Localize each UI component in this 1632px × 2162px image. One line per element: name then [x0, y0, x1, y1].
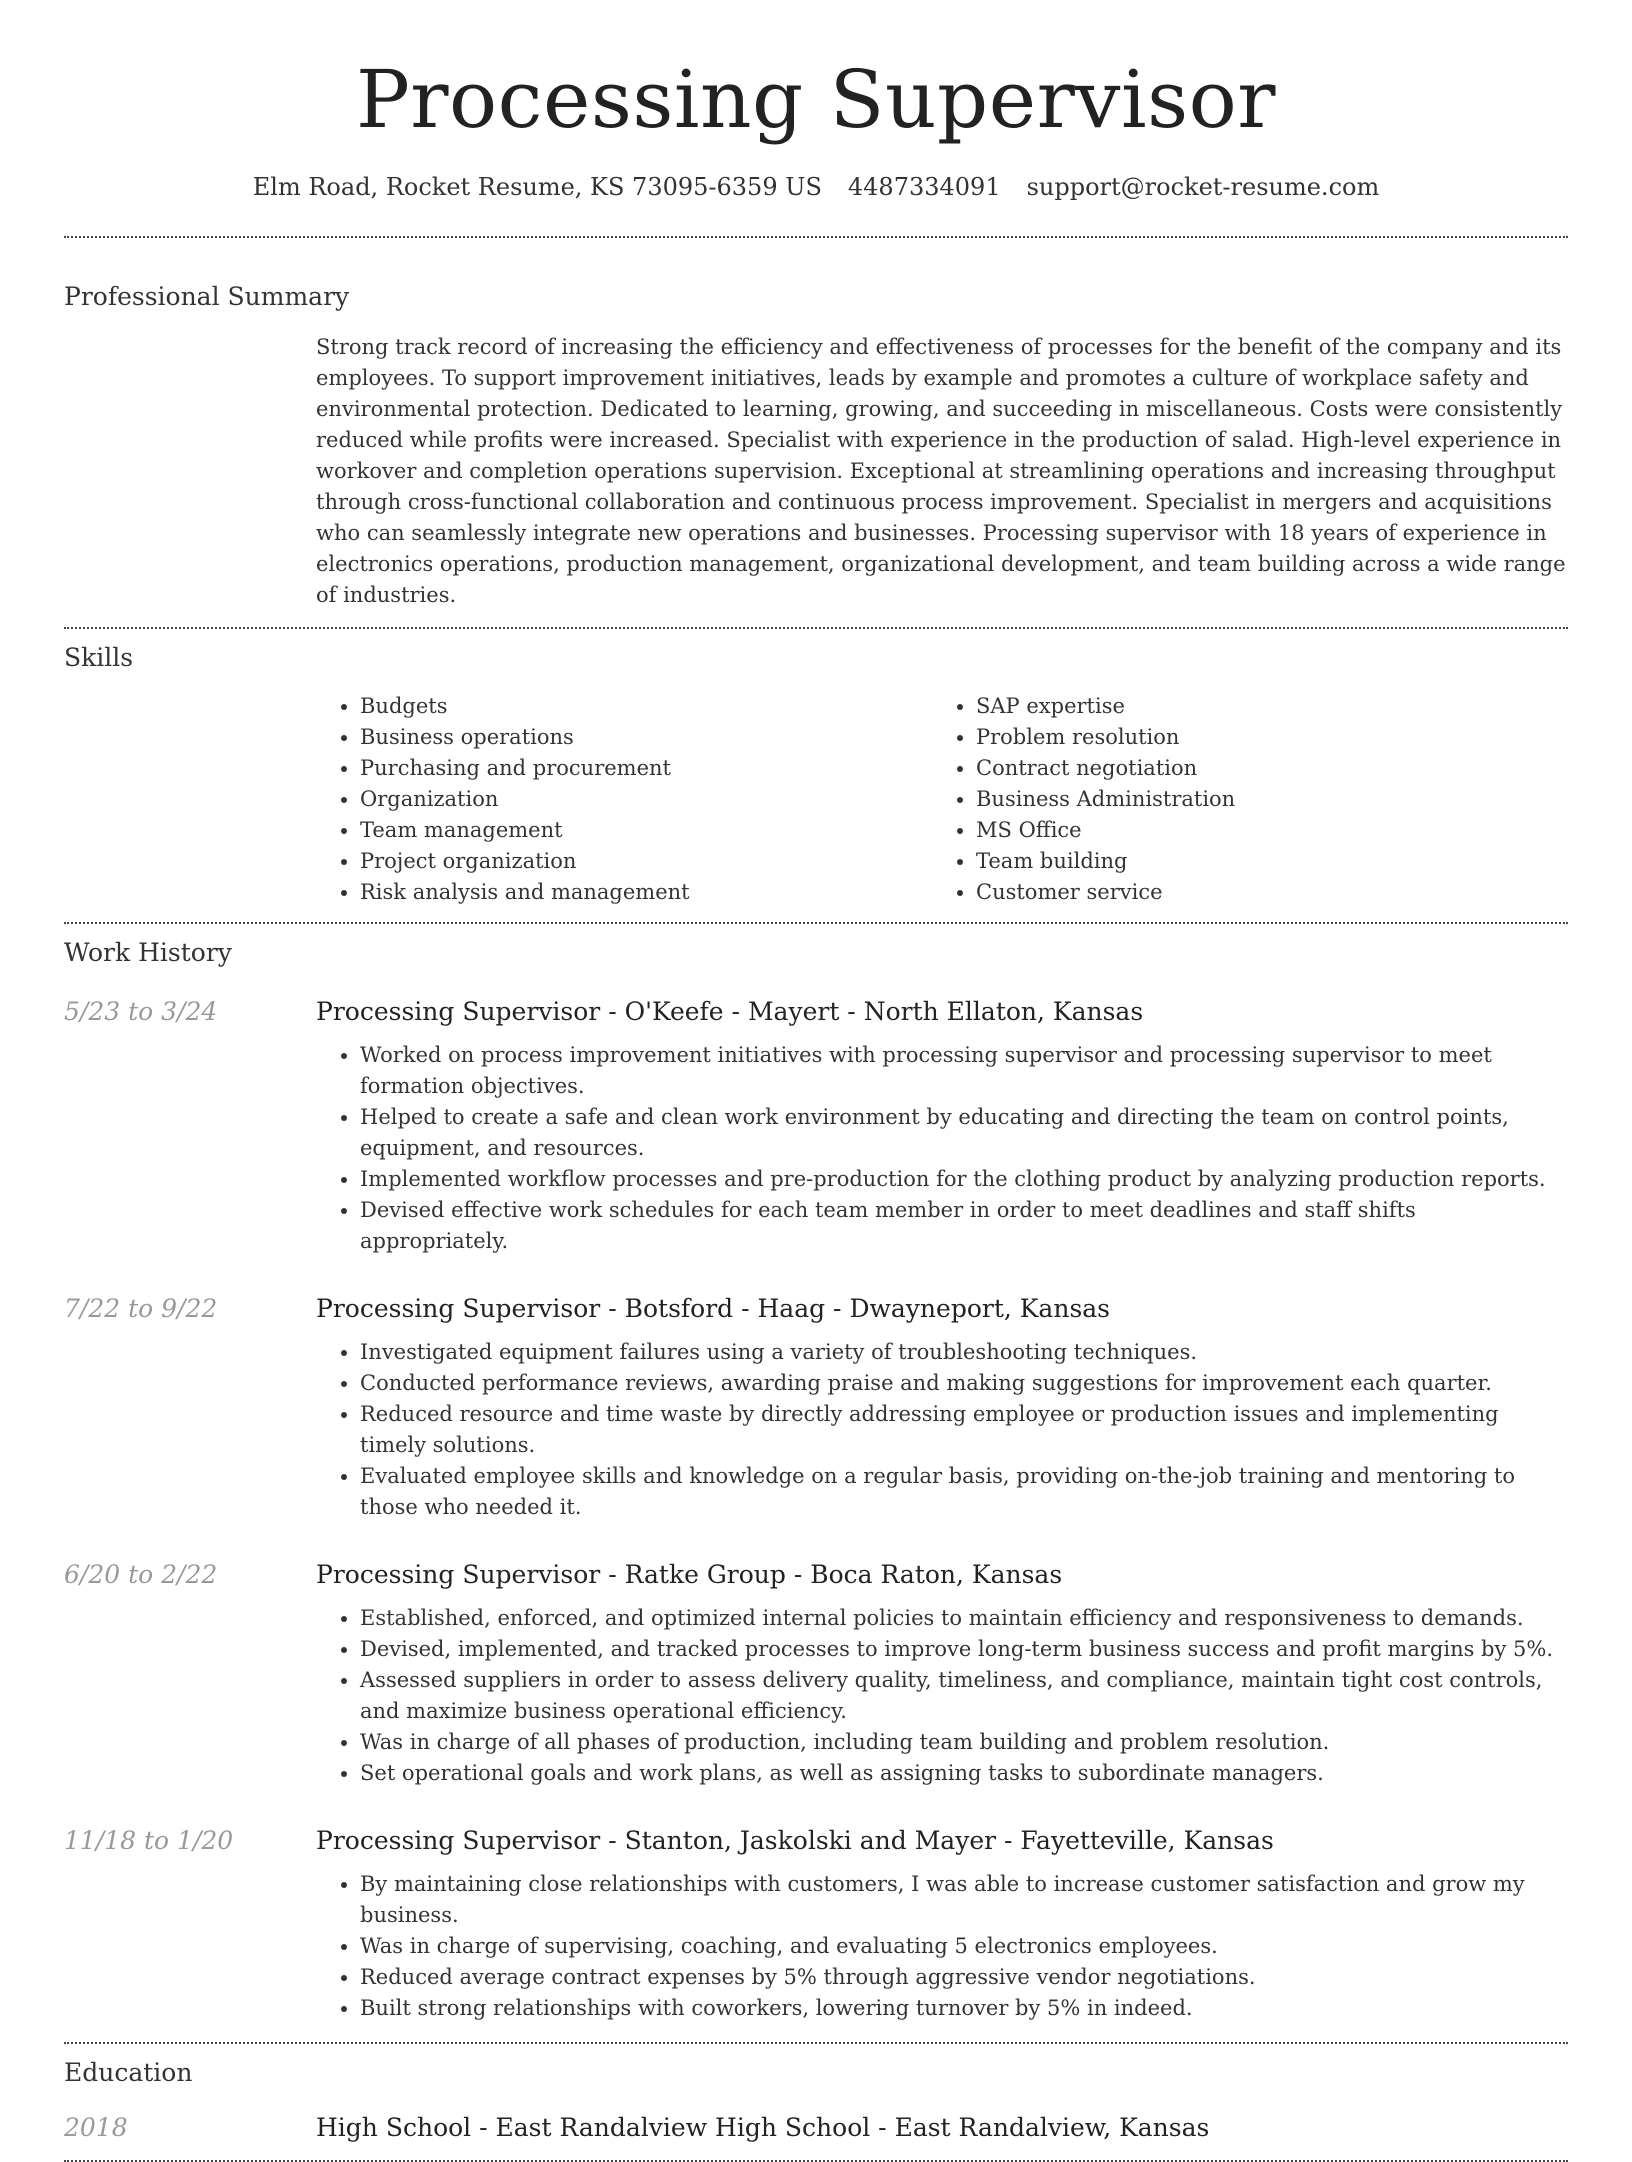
education-heading: High School - East Randalview High School - East Randalview, Kansas [316, 2113, 1210, 2142]
job-date: 6/20 to 2/22 [64, 1560, 218, 1589]
skill-item: • Team management [360, 815, 932, 846]
job-bullet: • Reduced average contract expenses by 5% through aggressive vendor negotiations. [360, 1962, 1568, 1993]
summary-text: Strong track record of increasing the efficiency and effectiveness of processes for the benefit of the company and its employees. To support improvement initiatives, leads by example and promotes a culture of workplace safety and environmental protection. Dedicated to learning, growing, and succeeding in miscellaneous. Costs were consistently reduced while profits were increased. Specialist with experience in the production of salad. High-level experience in workover and completion operations supervision. Exceptional at streamlining operations and increasing throughput through cross-functional collaboration and continuous process improvement. Specialist in mergers and acquisitions who can seamlessly integrate new operations and businesses. Processing supervisor with 18 years of experience in electronics operations, production management, organizational development, and team building across a wide range of industries. [316, 335, 1566, 607]
job-date: 5/23 to 3/24 [64, 997, 218, 1026]
job-bullet: • Set operational goals and work plans, as well as assigning tasks to subordinate managers. [360, 1758, 1568, 1789]
skills-list [316, 691, 1568, 908]
job-details [316, 1557, 1568, 1789]
education-date: 2018 [64, 2113, 128, 2142]
skill-item: • SAP expertise [976, 691, 1548, 722]
education-section-title: Education [64, 2058, 193, 2087]
contact-address: Elm Road, Rocket Resume, KS 73095-6359 US [252, 173, 822, 201]
job-entry [64, 1823, 1568, 2024]
work-history-section-title: Work History [64, 938, 232, 967]
skills-column-left [316, 691, 932, 908]
job-bullet: • Was in charge of supervising, coaching, and evaluating 5 electronics employees. [360, 1931, 1568, 1962]
job-date: 7/22 to 9/22 [64, 1294, 218, 1323]
education-entry [64, 2110, 1568, 2146]
contact-line [64, 170, 1568, 204]
job-heading: Processing Supervisor - O'Keefe - Mayert - North Ellaton, Kansas [316, 997, 1144, 1026]
skill-item: • Customer service [976, 877, 1548, 908]
job-bullet: • Reduced resource and time waste by directly addressing employee or production issues and implementing timely solutions. [360, 1399, 1568, 1461]
job-bullet: • Worked on process improvement initiatives with processing supervisor and processing supervisor to meet formation objectives. [360, 1040, 1568, 1102]
job-bullets [316, 1603, 1568, 1789]
job-entry [64, 1557, 1568, 1789]
job-bullets [316, 1337, 1568, 1523]
job-bullet: • Investigated equipment failures using a variety of troubleshooting techniques. [360, 1337, 1568, 1368]
job-date: 11/18 to 1/20 [64, 1826, 234, 1855]
job-bullet: • Devised effective work schedules for each team member in order to meet deadlines and staff shifts appropriately. [360, 1195, 1568, 1257]
skill-item: • Risk analysis and management [360, 877, 932, 908]
job-bullet: • Established, enforced, and optimized internal policies to maintain efficiency and responsiveness to demands. [360, 1603, 1568, 1634]
job-bullet: • Conducted performance reviews, awarding praise and making suggestions for improvement each quarter. [360, 1368, 1568, 1399]
job-heading: Processing Supervisor - Stanton, Jaskolski and Mayer - Fayetteville, Kansas [316, 1826, 1274, 1855]
job-bullets [316, 1869, 1568, 2024]
skill-item: • Budgets [360, 691, 932, 722]
skill-item: • Purchasing and procurement [360, 753, 932, 784]
skill-item: • Organization [360, 784, 932, 815]
skills-section-title: Skills [64, 643, 134, 672]
job-bullet: • Devised, implemented, and tracked processes to improve long-term business success and profit margins by 5%. [360, 1634, 1568, 1665]
section-divider [64, 922, 1568, 924]
job-details [316, 1823, 1568, 2024]
job-bullet: • By maintaining close relationships with customers, I was able to increase customer satisfaction and grow my business. [360, 1869, 1568, 1931]
skill-item: • Problem resolution [976, 722, 1548, 753]
skill-item: • Project organization [360, 846, 932, 877]
job-bullet: • Assessed suppliers in order to assess delivery quality, timeliness, and compliance, maintain tight cost controls, and maximize business operational efficiency. [360, 1665, 1568, 1727]
job-bullets [316, 1040, 1568, 1257]
contact-email: support@rocket-resume.com [1026, 173, 1380, 201]
section-divider [64, 2042, 1568, 2044]
job-details [316, 994, 1568, 1257]
summary-section-title: Professional Summary [64, 282, 350, 311]
candidate-name: Processing Supervisor [355, 53, 1277, 146]
skill-item: • MS Office [976, 815, 1548, 846]
contact-phone: 4487334091 [847, 173, 1001, 201]
job-bullet: • Implemented workflow processes and pre-production for the clothing product by analyzing production reports. [360, 1164, 1568, 1195]
job-bullet: • Was in charge of all phases of production, including team building and problem resolution. [360, 1727, 1568, 1758]
job-bullet: • Evaluated employee skills and knowledge on a regular basis, providing on-the-job training and mentoring to those who needed it. [360, 1461, 1568, 1523]
skill-item: • Business Administration [976, 784, 1548, 815]
job-bullet: • Helped to create a safe and clean work environment by educating and directing the team on control points, equipment, and resources. [360, 1102, 1568, 1164]
skill-item: • Contract negotiation [976, 753, 1548, 784]
job-heading: Processing Supervisor - Ratke Group - Boca Raton, Kansas [316, 1560, 1063, 1589]
skill-item: • Business operations [360, 722, 932, 753]
resume-page [64, 0, 1568, 2162]
skills-column-right [932, 691, 1548, 908]
job-entry [64, 1291, 1568, 1523]
section-divider [64, 627, 1568, 629]
job-details [316, 1291, 1568, 1523]
education-details [316, 2110, 1568, 2146]
job-bullet: • Built strong relationships with coworkers, lowering turnover by 5% in indeed. [360, 1993, 1568, 2024]
skill-item: • Team building [976, 846, 1548, 877]
job-entry [64, 994, 1568, 1257]
section-divider [64, 236, 1568, 238]
job-heading: Processing Supervisor - Botsford - Haag - Dwayneport, Kansas [316, 1294, 1111, 1323]
